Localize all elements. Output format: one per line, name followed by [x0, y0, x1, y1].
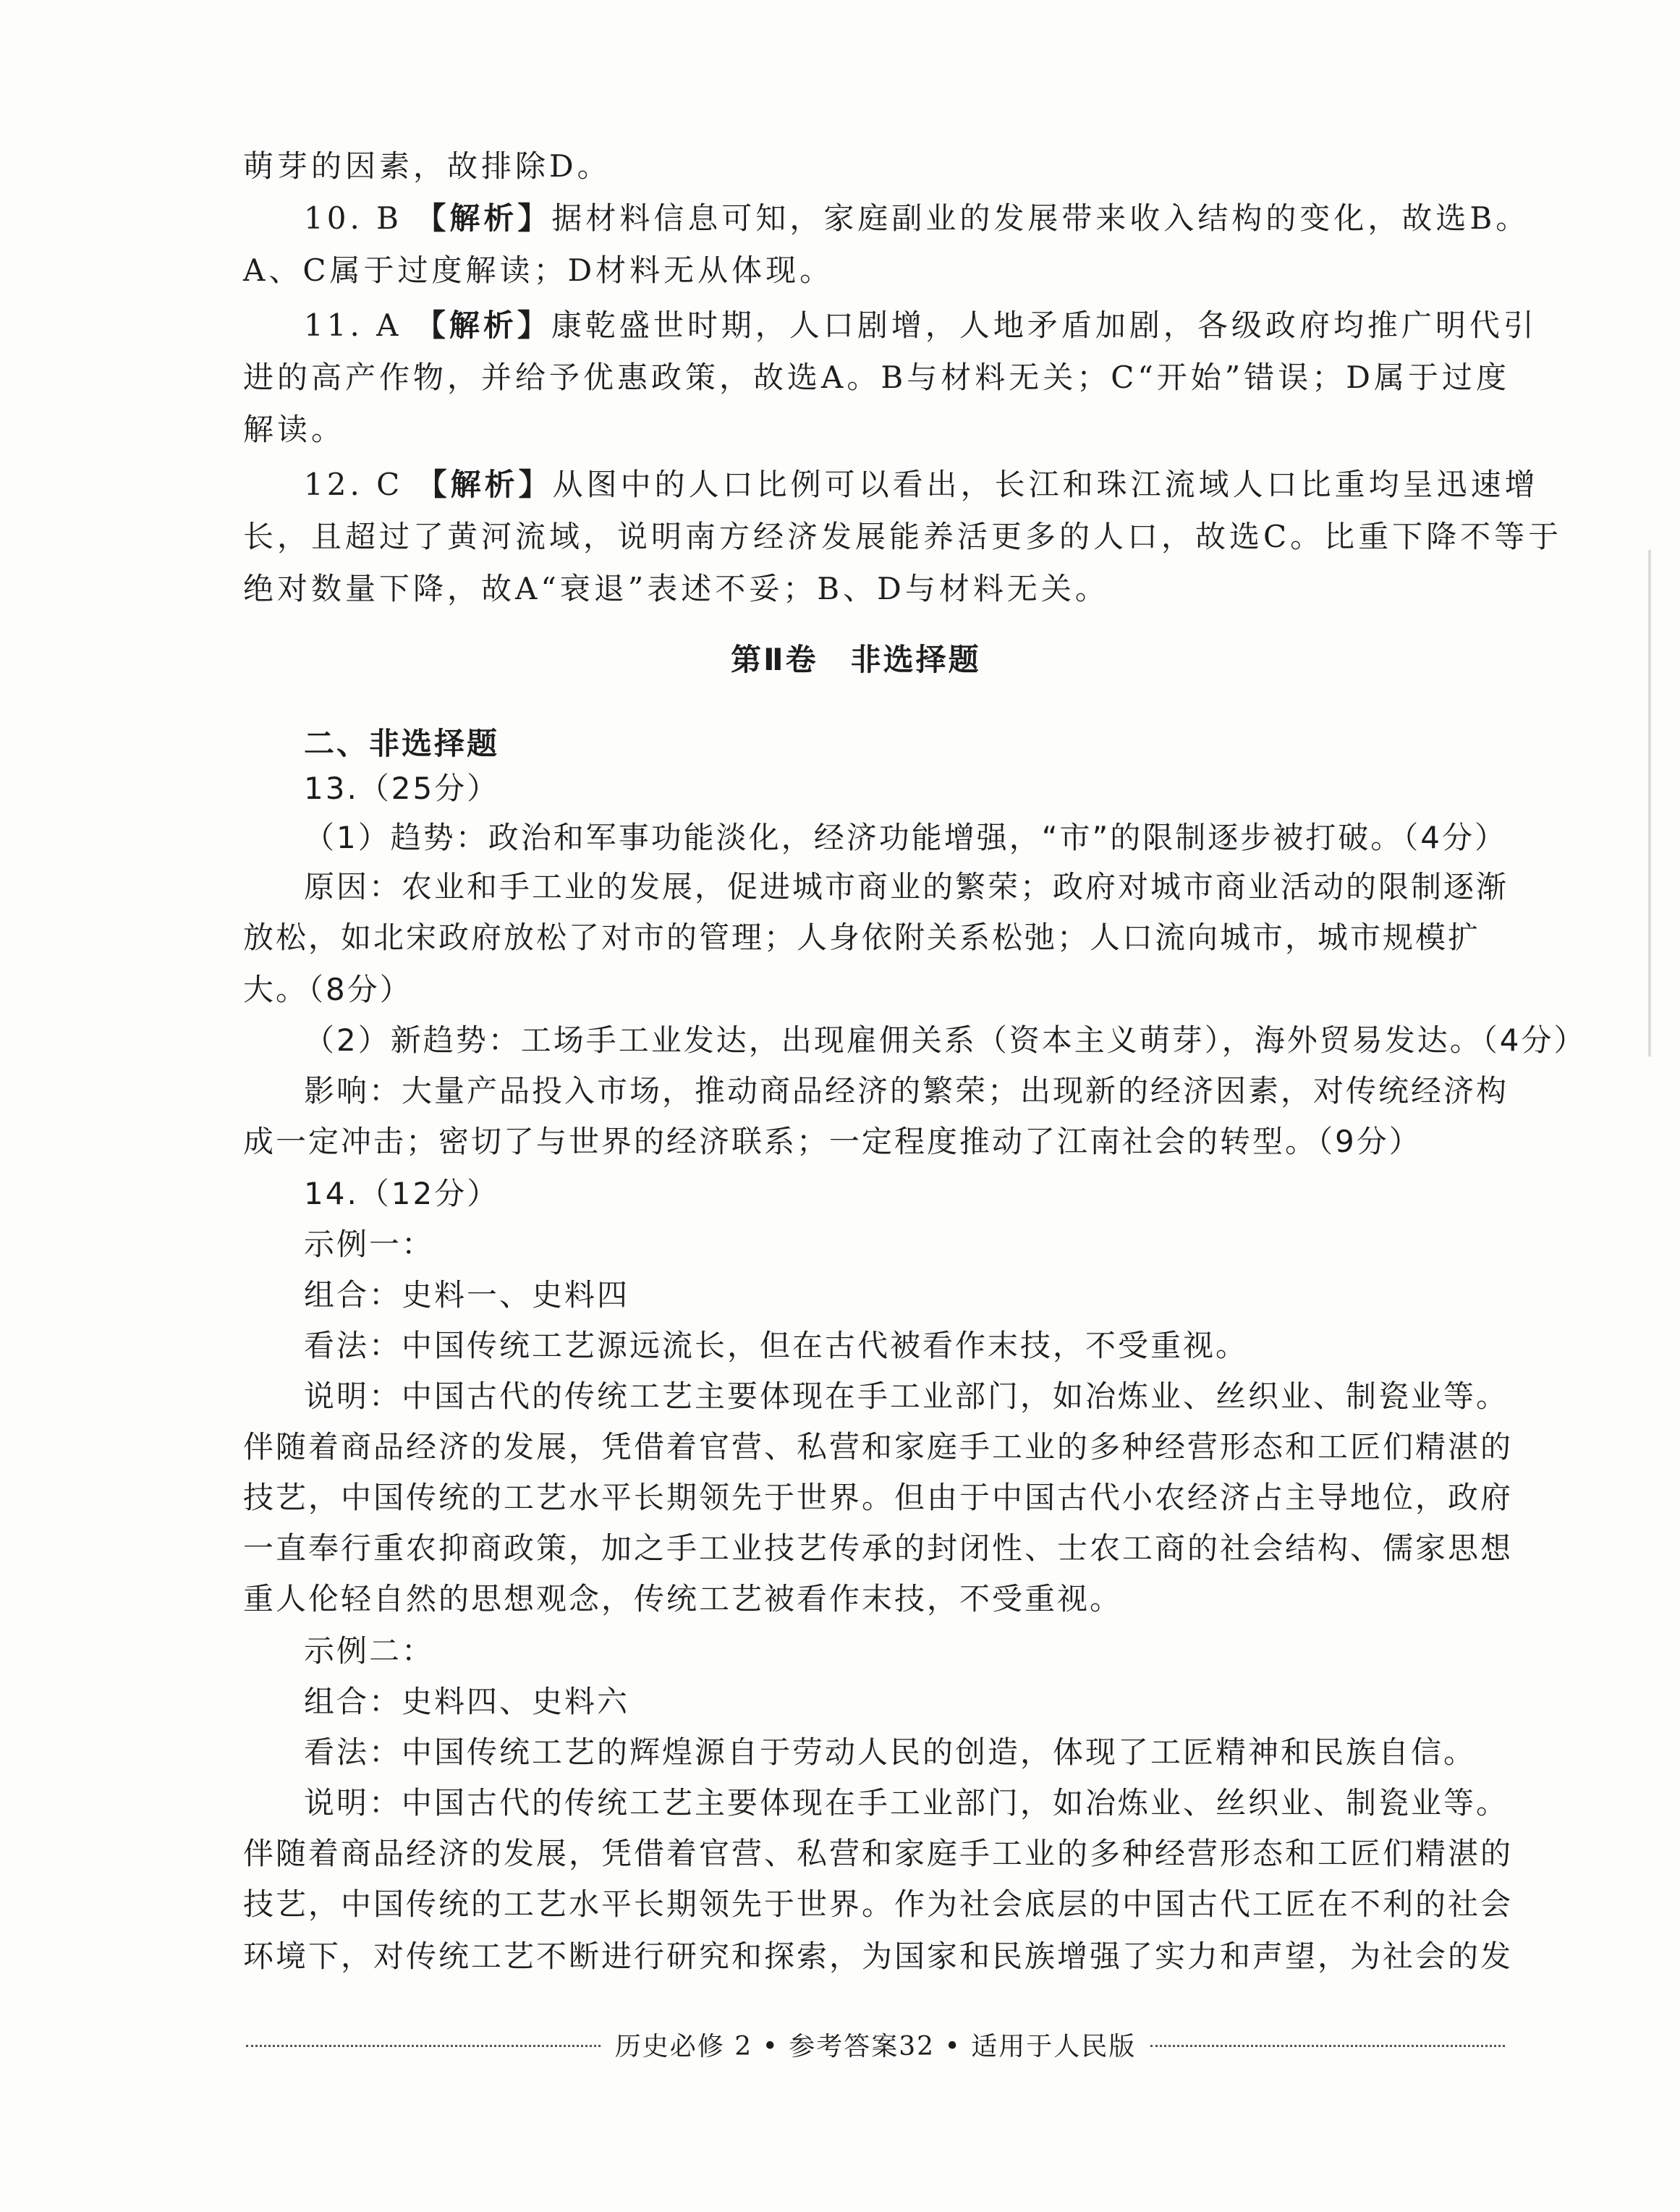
section-title: 第Ⅱ卷 非选择题	[731, 642, 981, 677]
text-line: 放松，如北宋政府放松了对市的管理；人身依附关系松弛；人口流向城市，城市规模扩	[243, 920, 1481, 955]
answer-12	[304, 463, 1539, 507]
answer-11	[304, 304, 1537, 347]
question-14-head: 14.（12分）	[304, 1176, 500, 1211]
text-line: 说明：中国古代的传统工艺主要体现在手工业部门，如冶炼业、丝织业、制瓷业等。	[304, 1378, 1509, 1414]
text-line: 示例一：	[304, 1226, 435, 1262]
text-line: 原因：农业和手工业的发展，促进城市商业的繁荣；政府对城市商业活动的限制逐渐	[304, 869, 1509, 904]
analysis-tag: 【解析】	[416, 467, 553, 502]
text-line: 组合：史料四、史料六	[304, 1684, 630, 1719]
text-line: 进的高产作物，并给予优惠政策，故选A。B与材料无关；C“开始”错误；D属于过度	[243, 360, 1510, 395]
text-line: 伴随着商品经济的发展，凭借着官营、私营和家庭手工业的多种经营形态和工匠们精湛的	[243, 1836, 1514, 1871]
answer-number: 10. B	[304, 200, 403, 236]
scan-edge-shadow	[1648, 550, 1651, 1056]
text-line: 长，且超过了黄河流域，说明南方经济发展能养活更多的人口，故选C。比重下降不等于	[243, 519, 1563, 554]
text-line: 组合：史料一、史料四	[304, 1277, 630, 1313]
text-line: 看法：中国传统工艺的辉煌源自于劳动人民的创造，体现了工匠精神和民族自信。	[304, 1734, 1477, 1770]
subsection-title: 二、非选择题	[304, 726, 500, 761]
text-line: 看法：中国传统工艺源远流长，但在古代被看作末技，不受重视。	[304, 1328, 1249, 1363]
analysis-tag: 【解析】	[415, 200, 552, 236]
page-footer	[246, 2022, 1505, 2066]
question-13-head: 13.（25分）	[304, 771, 500, 806]
text-line: 说明：中国古代的传统工艺主要体现在手工业部门，如冶炼业、丝织业、制瓷业等。	[304, 1785, 1509, 1821]
text-line: 重人伦轻自然的思想观念，传统工艺被看作末技，不受重视。	[243, 1581, 1123, 1616]
analysis-text: 康乾盛世时期，人口剧增，人地矛盾加剧，各级政府均推广明代引	[551, 308, 1537, 343]
text-line: 成一定冲击；密切了与世界的经济联系；一定程度推动了江南社会的转型。（9分）	[243, 1124, 1422, 1159]
answer-10	[304, 197, 1530, 240]
analysis-text: 据材料信息可知，家庭副业的发展带来收入结构的变化，故选B。	[551, 200, 1530, 236]
text-line: 萌芽的因素，故排除D。	[243, 148, 611, 184]
text-line: （1）趋势：政治和军事功能淡化，经济功能增强，“市”的限制逐步被打破。（4分）	[304, 820, 1507, 855]
text-line: 伴随着商品经济的发展，凭借着官营、私营和家庭手工业的多种经营形态和工匠们精湛的	[243, 1429, 1514, 1465]
text-line: 环境下，对传统工艺不断进行研究和探索，为国家和民族增强了实力和声望，为社会的发	[243, 1938, 1514, 1974]
text-line: 一直奉行重农抑商政策，加之手工业技艺传承的封闭性、士农工商的社会结构、儒家思想	[243, 1530, 1514, 1566]
analysis-tag: 【解析】	[415, 308, 551, 343]
text-line: 大。（8分）	[243, 972, 412, 1007]
text-line: 技艺，中国传统的工艺水平长期领先于世界。但由于中国古代小农经济占主导地位，政府	[243, 1480, 1514, 1515]
answer-number: 11. A	[304, 308, 402, 343]
analysis-text: 从图中的人口比例可以看出，长江和珠江流域人口比重均呈迅速增	[552, 467, 1539, 502]
text-line: 技艺，中国传统的工艺水平长期领先于世界。作为社会底层的中国古代工匠在不利的社会	[243, 1886, 1514, 1922]
footer-divider-right	[1150, 2045, 1505, 2047]
answer-number: 12. C	[304, 467, 404, 502]
footer-divider-left	[246, 2045, 601, 2047]
text-line: 绝对数量下降，故A“衰退”表述不妥；B、D与材料无关。	[243, 571, 1109, 606]
text-line: A、C属于过度解读；D材料无从体现。	[243, 253, 834, 288]
text-line: （2）新趋势：工场手工业发达，出现雇佣关系（资本主义萌芽），海外贸易发达。（4分）	[304, 1022, 1587, 1058]
text-line: 影响：大量产品投入市场，推动商品经济的繁荣；出现新的经济因素，对传统经济构	[304, 1073, 1509, 1109]
text-line: 解读。	[243, 412, 346, 447]
footer-text: 历史必修 2 • 参考答案32 • 适用于人民版	[614, 2031, 1137, 2061]
text-line: 示例二：	[304, 1633, 435, 1669]
